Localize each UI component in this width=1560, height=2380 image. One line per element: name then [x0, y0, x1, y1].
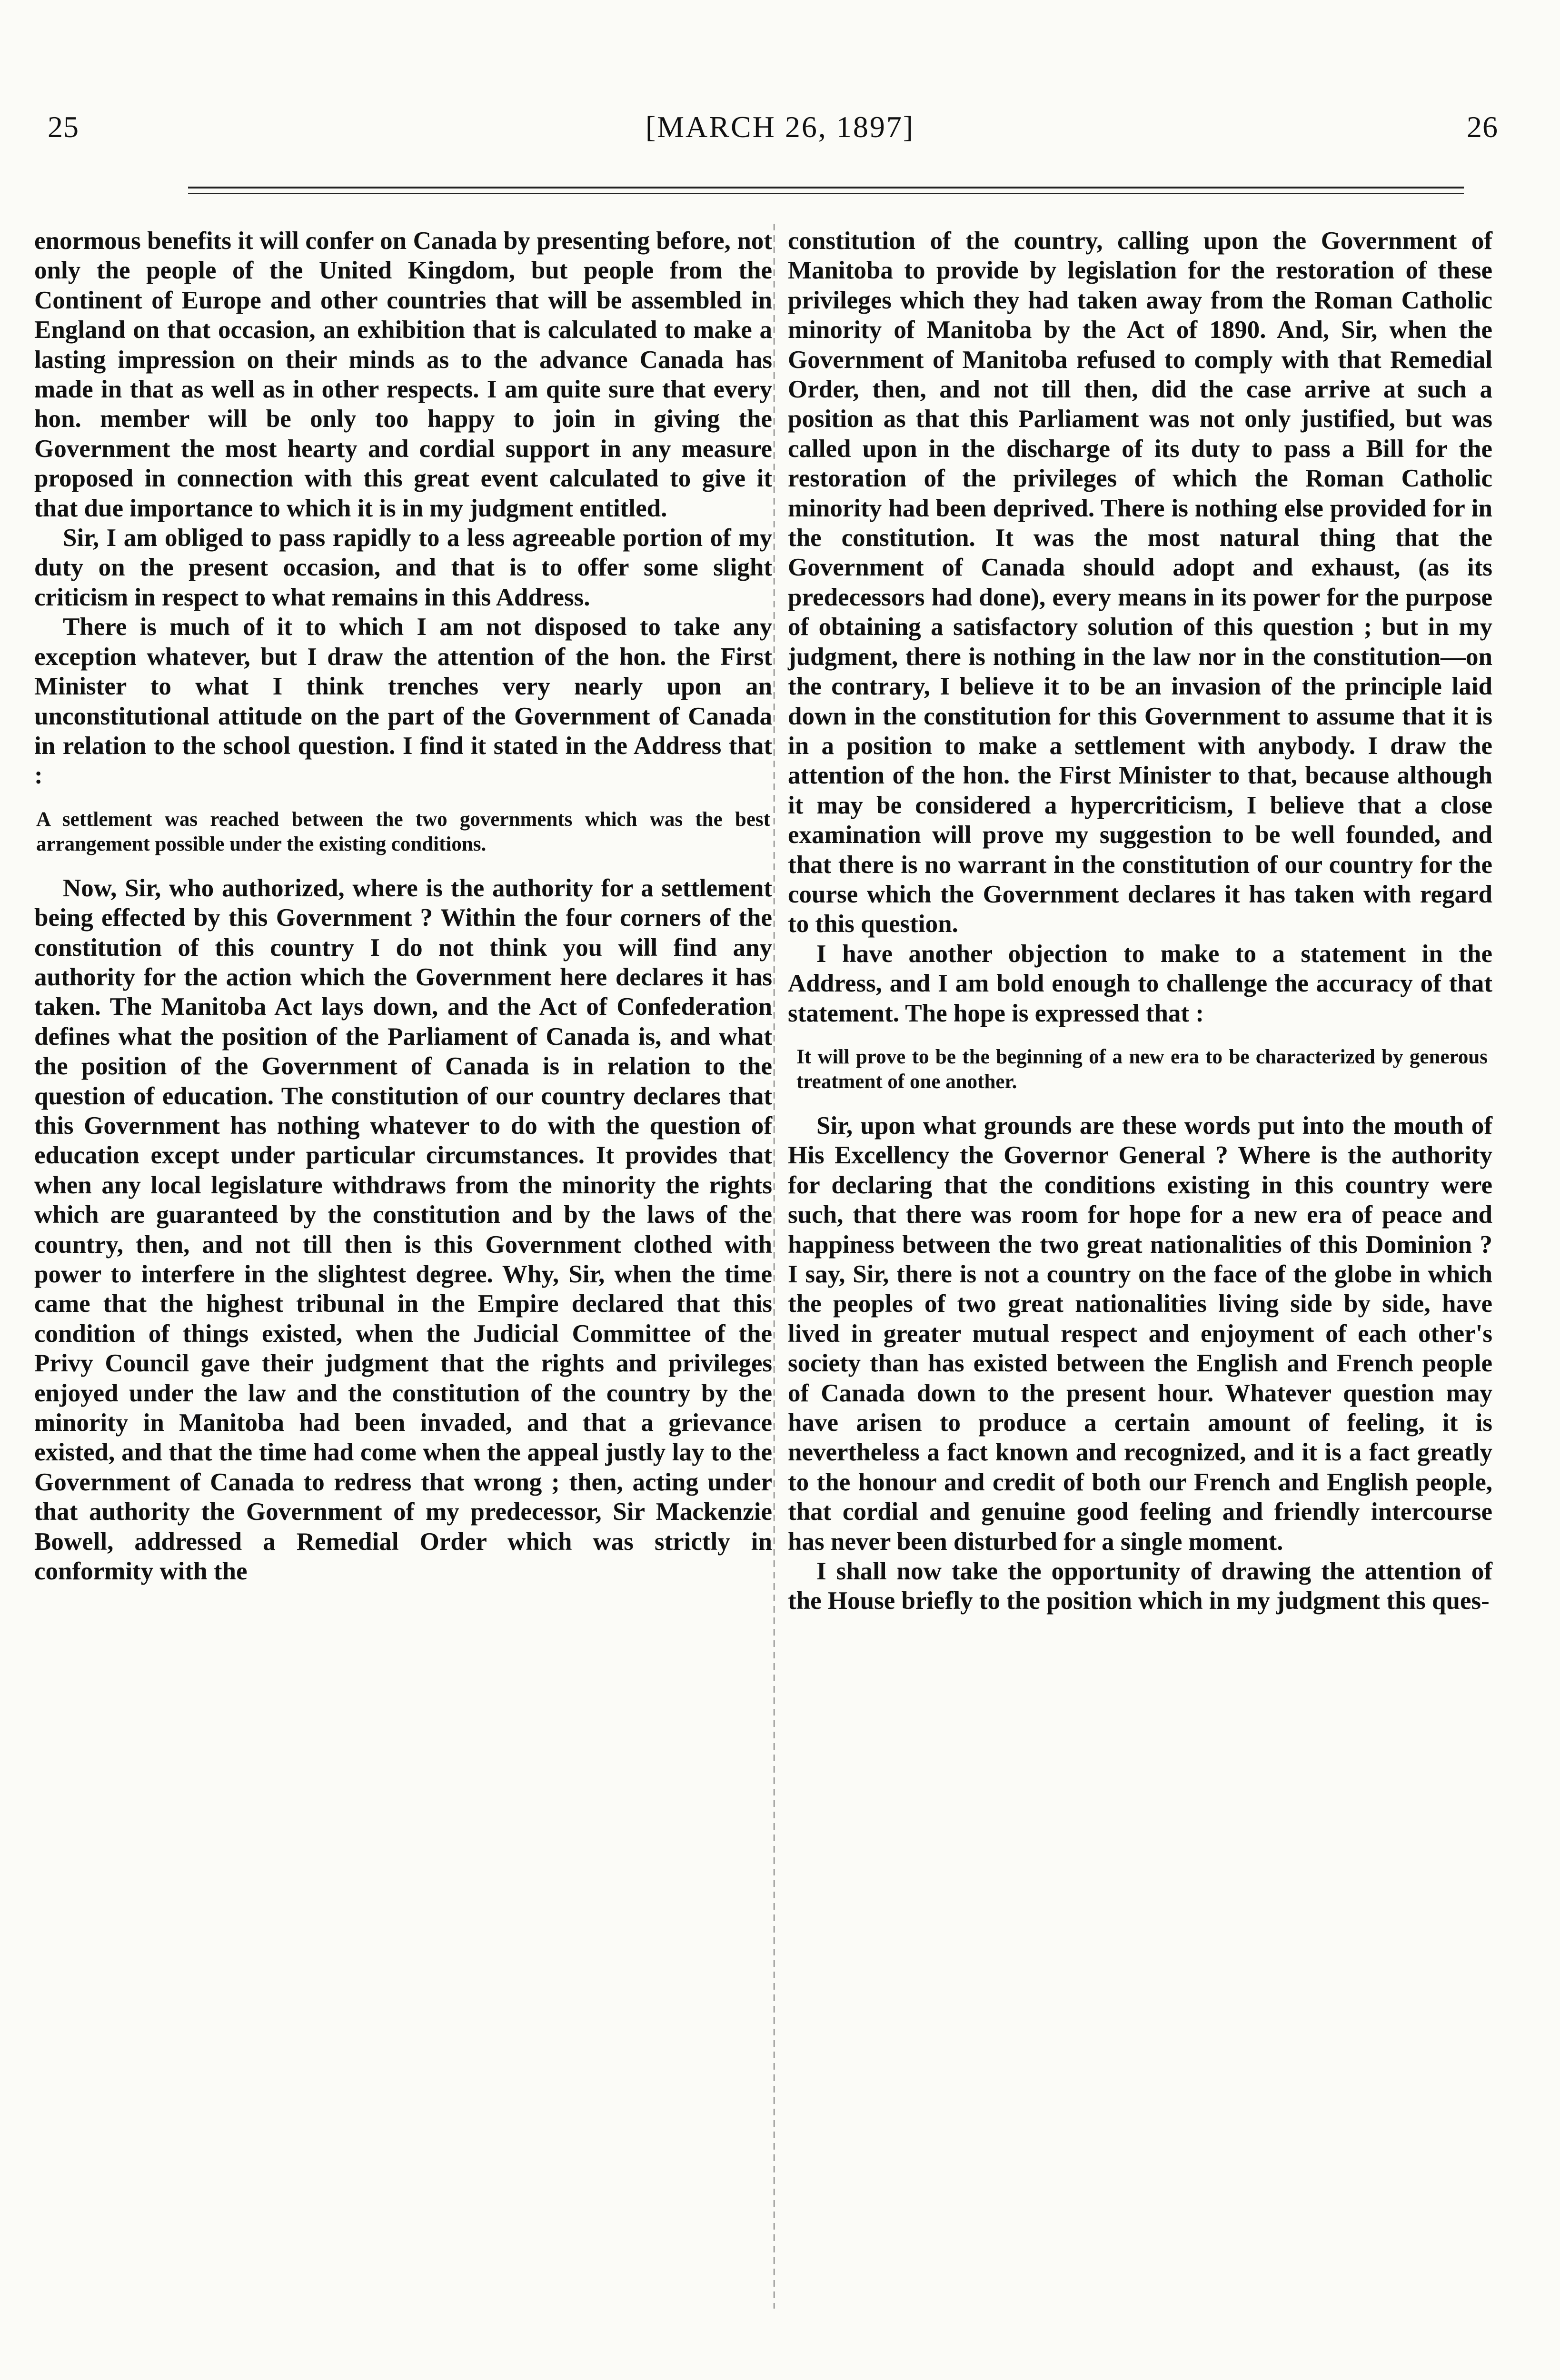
header-rule-bottom: [188, 193, 1464, 194]
left-column: [34, 226, 772, 1586]
header-rule-top: [188, 187, 1464, 188]
issue-date: [MARCH 26, 1897]: [645, 110, 915, 144]
left-paragraph-4: Now, Sir, who authorized, where is the authority for a settlement being effected by this Government ? Within the four corners of the constitution of this country I do not think you will find any authority for the action which the Government here declares it has taken. The Manitoba Act lays down, and the Act of Confederation defines what the position of the Parliament of Canada is, and what the position of the Government of Canada is in relation to the question of education. The constitution of our country declares that this Government has nothing whatever to do with the question of education except under particular circumstances. It provides that when any local legislature withdraws from the minority the rights which are guaranteed by the constitution and by the laws of the country, then, and not till then is this Government clothed with power to interfere in the slightest degree. Why, Sir, when the time came that the highest tribunal in the Empire declared that this condition of things existed, when the Judicial Committee of the Privy Council gave their judgment that the rights and privileges enjoyed under the law and the constitution of the country by the minority in Manitoba had been invaded, and that a grievance existed, and that the time had come when the appeal justly lay to the Government of Canada to redress that wrong ; then, acting under that authority the Government of my predecessor, Sir Mackenzie Bowell, addressed a Remedial Order which was strictly in conformity with the: [34, 874, 772, 1586]
right-paragraph-3: Sir, upon what grounds are these words put into the mouth of His Excellency the Governor General ? Where is the authority for declaring that the conditions existing in this country were such, that there was room for hope for a new era of peace and happiness between the two great nationalities of this Dominion ? I say, Sir, there is not a country on the face of the globe in which the peoples of two great nationalities living side by side, have lived in greater mutual respect and enjoyment of each other's society than has existed between the English and French people of Canada down to the present hour. Whatever question may have arisen to produce a certain amount of feeling, it is nevertheless a fact known and recognized, and it is a fact greatly to the honour and credit of both our French and English people, that cordial and genuine good feeling and friendly intercourse has never been disturbed for a single moment.: [788, 1111, 1492, 1556]
left-paragraph-1: enormous benefits it will confer on Canada by presenting before, not only the people of the United Kingdom, but people from the Continent of Europe and other countries that will be assembled in England on that occasion, an exhibition that is calculated to make a lasting impression on their minds as to the advance Canada has made in that as well as in other respects. I am quite sure that every hon. member will be only too happy to join in giving the Government the most hearty and cordial support in any measure proposed in connection with this great event calculated to give it that due importance to which it is in my judgment entitled.: [34, 227, 772, 522]
right-block-quote: It will prove to be the beginning of a new era to be characterized by generous treatment of one another.: [796, 1045, 1488, 1093]
right-paragraph-4: I shall now take the opportunity of drawing the attention of the House briefly to the position which in my judgment this ques-: [788, 1557, 1492, 1615]
column-divider: [774, 224, 775, 2309]
right-paragraph-2: I have another objection to make to a statement in the Address, and I am bold enough to challenge the accuracy of that statement. The hope is expressed that :: [788, 940, 1492, 1027]
running-head: [0, 109, 1560, 152]
left-paragraph-3: There is much of it to which I am not disposed to take any exception whatever, but I draw the attention of the hon. the First Minister to what I think trenches very nearly upon an unconstitutional attitude on the part of the Government of Canada in relation to the school question. I find it stated in the Address that :: [34, 613, 772, 790]
left-paragraph-2: Sir, I am obliged to pass rapidly to a less agreeable portion of my duty on the present occasion, and that is to offer some slight criticism in respect to what remains in this Address.: [34, 524, 772, 611]
right-column: [788, 226, 1492, 1616]
left-block-quote: A settlement was reached between the two governments which was the best arrangement possible under the existing conditions.: [36, 808, 770, 855]
right-page-number: 26: [1467, 110, 1498, 144]
left-page-number: 25: [48, 110, 79, 144]
right-paragraph-1: constitution of the country, calling upon the Government of Manitoba to provide by legislation for the restoration of these privileges which they had taken away from the Roman Catholic minority of Manitoba by the Act of 1890. And, Sir, when the Government of Manitoba refused to comply with that Remedial Order, then, and not till then, did the case arrive at such a position as that this Parliament was not only justified, but was called upon in the discharge of its duty to pass a Bill for the restoration of the privileges of which the Roman Catholic minority had been deprived. There is nothing else provided for in the constitution. It was the most natural thing that the Government of Canada should adopt and exhaust, (as its predecessors had done), every means in its power for the purpose of obtaining a satisfactory solution of this question ; but in my judgment, there is nothing in the law nor in the constitution—on the contrary, I believe it to be an invasion of the principle laid down in the constitution for this Government to assume that it is in a position to make a settlement with anybody. I draw the attention of the hon. the First Minister to that, because although it may be considered a hypercriticism, I believe that a close examination will prove my suggestion to be well founded, and that there is no warrant in the constitution of our country for the course which the Government declares it has taken with regard to this question.: [788, 227, 1492, 938]
